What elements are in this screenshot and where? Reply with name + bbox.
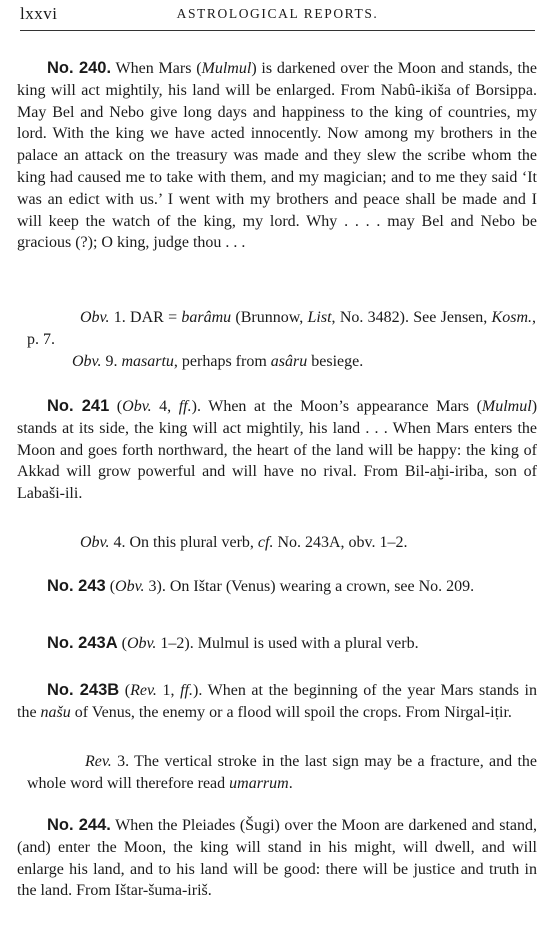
note-241-obv4 — [27, 532, 537, 554]
text-run: ) is darkened over the Moon and stands, the king will act mightily, his land will be enlarged. From Nabû-ikiša of Borsippa. May Bel and Nebo give long days and happiness to the king of countries, my lord. With the king we have acted innocently. Now among my brothers in the palace an attack on the treasury was made and they slew the scribe whom the king had caused me to take with them, and my magician; and to me they said ‘It was an edict with us.’ I went with my brothers and peace shall be made and I will keep the watch of the king, my lord. Why . . . . may Bel and Nebo be gracious (?); O king, judge thou . . . — [17, 60, 538, 252]
text-run: When the Pleiades (Šugi) over the Moon are darkened and stand, (and) enter the Moon, the king will stand in his might, will dwell, and will enlarge his land, and to his land will be good: there will be justice and truth in the land. From Ištar-šuma-iriš. — [17, 817, 537, 900]
text-run: besiege. — [307, 353, 364, 370]
entry-243 — [17, 576, 537, 598]
entry-243a — [17, 633, 537, 655]
text-run: No. 243A, obv. 1–2. — [273, 534, 408, 551]
text-run: ( — [105, 578, 116, 595]
entry-number: No. 243B — [47, 681, 120, 699]
entry-243b — [17, 680, 537, 724]
text-run: 3. The vertical stroke in the last sign may be a fracture, and the whole word will therefore read — [27, 753, 537, 792]
italic-term: Kosm. — [491, 309, 532, 326]
text-run: ). When at the beginning of the year Mars stands in the — [17, 682, 537, 721]
text-run: 9. — [101, 353, 122, 370]
italic-term: Obv. — [126, 635, 157, 652]
entry-number: No. 240. — [47, 59, 112, 77]
italic-term: Obv. — [115, 578, 145, 595]
italic-term: Obv. — [72, 353, 102, 370]
italic-term: Rev. — [130, 682, 157, 699]
text-run: . — [288, 774, 293, 792]
italic-term: Obv. — [80, 309, 110, 326]
page-number: lxxvi — [20, 4, 58, 23]
text-run: ( — [119, 682, 131, 699]
entry-number: No. 243A — [47, 634, 118, 652]
text-run: 1–2). Mulmul is used with a plural verb. — [156, 635, 419, 652]
italic-term: asâru — [270, 353, 308, 370]
note-240-obv9 — [27, 351, 537, 373]
italic-term: cf. — [257, 534, 274, 551]
text-run: of Venus, the enemy or a flood will spoil the crops. From Nirgal-iṭir. — [70, 703, 512, 721]
italic-term: barâmu — [181, 309, 232, 326]
italic-term: ff. — [178, 398, 192, 415]
italic-term: Rev. — [85, 753, 112, 770]
entry-244 — [17, 815, 537, 902]
entry-240 — [17, 58, 537, 254]
entry-number: No. 241 — [47, 397, 110, 415]
text-run: ) stands at its side, the king will act mightily, his land . . . When Mars enters the Moon and goes forth northward, the heart of the land will be happy: the king of Akkad will grow powerful and will have no rival. From Bil-aḫi-iriba, son of Labaši-ili. — [17, 398, 538, 503]
header-rule — [20, 30, 535, 31]
italic-term: Mulmul — [481, 398, 532, 415]
italic-term: Obv. — [80, 534, 110, 551]
text-run: , p. 7. — [27, 309, 536, 348]
text-run: 3). On Ištar (Venus) wearing a crown, see No. 209. — [144, 578, 475, 595]
text-run: 4. On this plural verb, — [109, 534, 258, 551]
text-run: (Brunnow, — [231, 309, 308, 326]
text-run: 4, — [151, 398, 179, 415]
text-run: When Mars ( — [111, 60, 202, 77]
italic-term: ff. — [180, 682, 193, 699]
italic-term: masartu — [121, 353, 174, 370]
italic-term: umarrum — [229, 774, 289, 792]
text-run: 1, — [156, 682, 181, 699]
text-run: , No. 3482). See Jensen, — [331, 309, 492, 326]
page-header — [20, 4, 535, 26]
text-run: ). When at the Moon’s appearance Mars ( — [191, 398, 482, 415]
text-run: ( — [117, 635, 127, 652]
note-243b-rev3 — [27, 751, 537, 795]
running-title: ASTROLOGICAL REPORTS. — [176, 6, 379, 21]
text-run: 1. DAR = — [109, 309, 182, 326]
entry-241 — [17, 396, 537, 505]
entry-number: No. 244. — [47, 816, 111, 834]
italic-term: Mulmul — [201, 60, 252, 77]
text-run: ( — [109, 398, 123, 415]
italic-term: Obv. — [122, 398, 152, 415]
italic-term: List — [307, 309, 332, 326]
text-run: , perhaps from — [173, 353, 271, 370]
entry-number: No. 243 — [47, 577, 106, 595]
italic-term: našu — [40, 703, 71, 721]
note-240-obv1 — [27, 307, 536, 351]
